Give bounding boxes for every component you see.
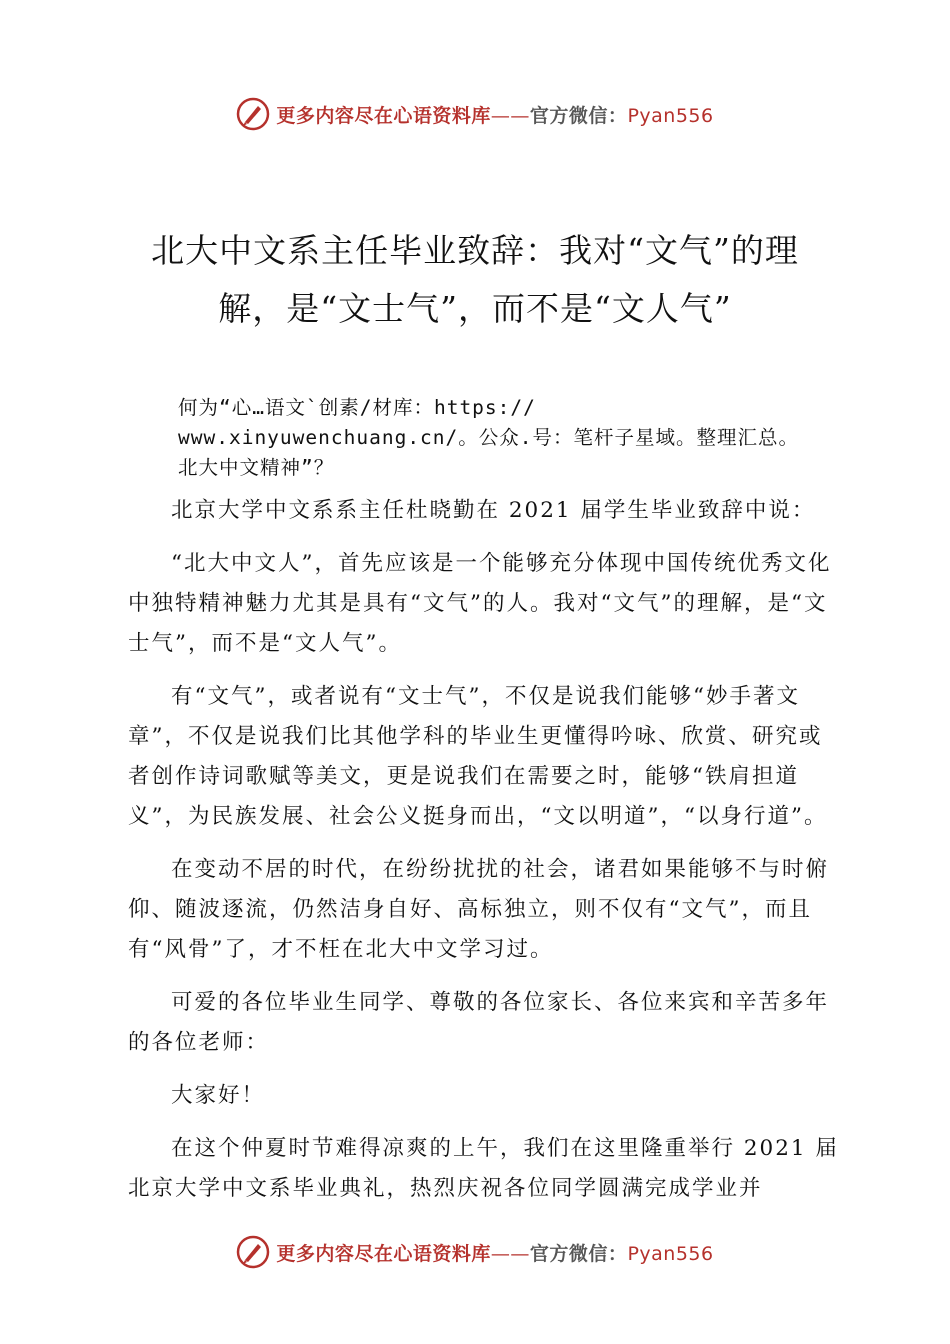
header-banner [0,94,950,134]
footer-banner-text [276,1239,713,1266]
footer-wechat-label: 官方微信： [529,1242,628,1265]
source-note-line-1: 何为“心…语文`创素/材库：https:// [178,396,536,419]
header-wechat-label: 官方微信： [529,104,628,127]
header-wechat-id: Pyan556 [627,104,714,127]
footer-wechat-id: Pyan556 [627,1242,714,1265]
footer-banner [0,1232,950,1272]
footer-banner-dash: —— [490,1242,530,1265]
quill-logo-icon [236,1235,270,1269]
header-banner-dash: —— [490,104,530,127]
quill-logo-icon [236,97,270,131]
title-line-2: 解，是“文士气”，而不是“文人气” [218,289,732,328]
paragraph-2: “北大中文人”，首先应该是一个能够充分体现中国传统优秀文化中独特精神魅力尤其是具有“文气”的人。我对“文气”的理解，是“文士气”，而不是“文人气”。 [128,551,832,656]
paragraph-6: 大家好！ [171,1083,266,1108]
document-body [128,393,840,1222]
header-banner-slogan: 更多内容尽在心语资料库 [276,104,491,127]
paragraph-7: 在这个仲夏时节难得凉爽的上午，我们在这里隆重举行 2021 届北京大学中文系毕业典礼，热烈庆祝各位同学圆满完成学业并 [128,1136,839,1201]
paragraph-3: 有“文气”，或者说有“文士气”，不仅是说我们能够“妙手著文章”，不仅是说我们比其他学科的毕业生更懂得吟咏、欣赏、研究或者创作诗词歌赋等美文，更是说我们在需要之时，能够“铁肩担道义”，为民族发展、社会公义挺身而出，“文以明道”，“以身行道”。 [128,684,828,829]
paragraph-5: 可爱的各位毕业生同学、尊敬的各位家长、各位来宾和辛苦多年的各位老师： [128,990,830,1055]
paragraph-1: 北京大学中文系系主任杜晓勤在 2021 届学生毕业致辞中说： [171,498,816,523]
paragraph-4: 在变动不居的时代，在纷纷扰扰的社会，诸君如果能够不与时俯仰、随波逐流，仍然洁身自好、高标独立，则不仅有“文气”，而且有“风骨”了，才不枉在北大中文学习过。 [128,857,830,962]
source-note-line-3: 北大中文精神”？ [178,456,335,479]
source-note [128,393,840,483]
header-banner-text [276,101,713,128]
source-note-line-2: www.xinyuwenchuang.cn/。公众.号：笔杆子星域。整理汇总。 [178,426,800,449]
document-title [100,222,850,338]
title-line-1: 北大中文系主任毕业致辞：我对“文气”的理 [151,231,799,270]
footer-banner-slogan: 更多内容尽在心语资料库 [276,1242,491,1265]
